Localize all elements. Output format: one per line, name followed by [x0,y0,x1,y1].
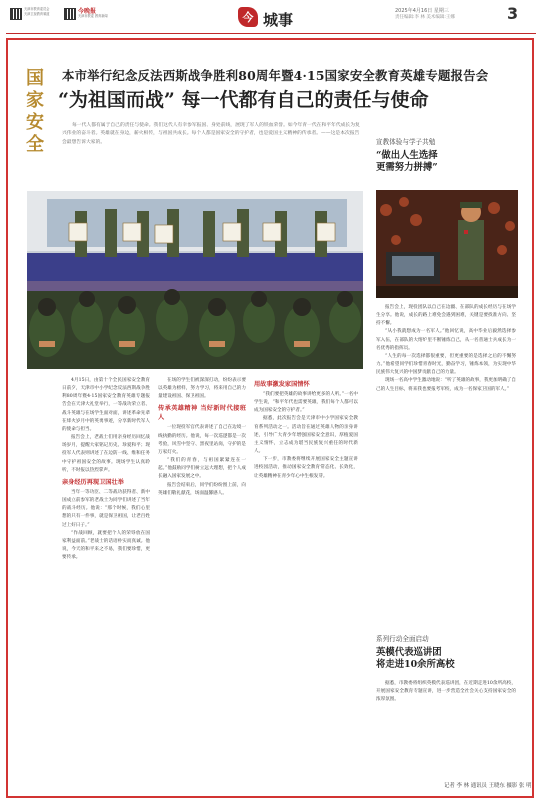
article-paragraph: 在场的学生们被深深打动，纷纷表示要以英雄为榜样，努力学习，将来用自己的力量建设祖国、保卫祖国。 [158,378,246,400]
sidebar-kicker-2: 系列行动全面启动 [376,635,429,643]
sidebar-title-line: “做出人生选择 [376,150,438,161]
qr-code-icon [10,8,22,20]
article-paragraph: 下一步，市教委将继续开展国家安全主题宣讲进校园活动，推动国家安全教育常态化、长效化，让英雄精神在青少年心中生根发芽。 [254,457,358,479]
article-lede: 每一代人都有属于自己的责任与使命。我们这代人有幸参军报国、身处前线，展现了军人的铁血荣誉。如今年青一代在和平年代成长为复兴伟业的奋斗者。英雄就在身边，薪火相传，与祖国共成长。每个人都是国家安全的守护者，也是爱国主义精神的传承者。——这是本次报告会最想告诉大家的。 [62,123,360,145]
masthead-brand: 今晚报 [78,8,97,15]
ceremony-photo [27,191,363,369]
article-paragraph: 当年一等功臣、二等战功获得者、新中国成立前参军的老战士为同学们讲述了当年的战斗经历。他说：“那个时候，我们心里想的只有一件事，就是保卫祖国，让老百姓过上好日子。” [62,489,150,528]
section-title: 城事 [263,11,294,29]
page-number: 3 [507,4,519,23]
masthead-org-1: 天津市教育委员会 [24,7,50,11]
issue-date: 2025年4月16日 星期三 [395,8,449,14]
stamp-char: 国 [26,68,44,89]
sidebar-title-line: 更需努力拼搏” [376,162,438,173]
section-logo-icon: 今 [238,7,258,27]
article-paragraph: “作战回顾，就要把个人的荣辱放在国家利益面前。”老战士的话语朴实而真诚。他说，今天的和平来之不易，我们要珍惜，更要传承。 [62,530,150,561]
article-column-3 [254,377,358,481]
article-column-2 [158,377,246,498]
sidebar-paragraph: 据悉，市教委将组织英模代表巡讲团，在近期走进10余所高校，开展国家安全教育专题宣讲，进一步营造全社会关心支持国家安全的浓厚氛围。 [376,681,516,703]
section-heading: 传承英雄精神 当好新时代接班人 [158,405,246,422]
sidebar-title-line: 英模代表巡讲团 [376,647,442,658]
speaker-photo-image [376,190,518,298]
section-heading: 亲身经历再现卫国壮举 [62,478,124,486]
stamp-char: 安 [26,112,44,133]
article-byline: 记者 李 林 通讯员 王晓东 摄影 张 明 [444,783,532,789]
sidebar-title-line: 将走进10余所高校 [376,659,455,670]
article-column-1 [62,377,150,562]
article-paragraph: 报告会上，老战士们用亲身经历回忆战场岁月，提醒大家铭记历史、珍爱和平；现役军人代表则讲述了在边防一线、维和任务中守护祖国安全的故事。现场学生认真聆听，不时报以热烈掌声。 [62,435,150,473]
sidebar-title [376,150,438,174]
article-paragraph: 4月15日，由第十个全民国家安全教育日前夕，天津市中小学纪念反法西斯战争胜利80周年暨4·15国家安全教育英雄专题报告会在天津大礼堂举行，一等战功荣立者、战斗英雄与在场学生面对面，讲述革命先辈在烽火岁月中的英勇事迹，分享新时代军人的使命与担当。 [62,378,150,432]
article-headline: “为祖国而战” 每一代都有自己的责任与使命 [58,89,429,111]
article-paragraph: “我们的青春，与祖国紧紧连在一起。”他鼓励同学们树立远大理想，把个人成长融入国家发展之中。 [158,458,246,480]
stamp-char: 全 [26,134,44,155]
qr-code-icon [64,8,76,20]
national-security-stamp [20,68,50,156]
sidebar-body-2 [376,680,516,704]
sidebar-paragraph: 现场一名高中学生激动地说：“听了英雄的故事，我更加明确了自己的人生目标，将来我也要报考军校，成为一名保家卫国的军人。” [376,378,516,392]
masthead-brand-sub: 天津市教委 教育新闻 [78,14,108,18]
masthead-rule [6,33,536,34]
sidebar-paragraph: “人生的每一次选择都很重要，但更重要的是选择之后的不懈努力。”他希望同学们珍惜青春时光，勤奋学习，锤炼本领，为实现中华民族伟大复兴的中国梦贡献自己的力量。 [376,353,516,376]
section-heading: 用故事激发家国情怀 [254,381,310,388]
article-subheadline: 本市举行纪念反法西斯战争胜利80周年暨4·15国家安全教育英雄专题报告会 [62,68,489,83]
speaker-photo [376,190,518,298]
article-paragraph: 一位现役军官代表讲述了自己在边境一线执勤的经历。他说，每一次巡逻都是一次考验，风雪中坚守、黑夜里站岗，守护的是万家灯火。 [158,425,246,455]
article-paragraph: “我们要把英雄的故事讲给更多的人听。”一名中学生说，“和平年代也需要英雄，我们每个人都可以成为国家安全的守护者。” [254,392,358,414]
article-paragraph: 据悉，此次报告会是天津市中小学国家安全教育系列活动之一。活动旨在通过英雄人物的亲身讲述，引导广大青少年增强国家安全意识，厚植爱国主义情怀，立志成为堪当民族复兴重任的时代新人。 [254,416,358,455]
sidebar-title-2 [376,647,455,671]
article-paragraph: 报告会结束后，同学们纷纷围上前，向英雄们敬礼献花，场面温馨感人。 [158,482,246,496]
masthead-org-2: 天津卫视教育频道 [24,12,50,16]
editor-credits: 责任编辑:李 林 美术编辑:王娜 [395,15,455,20]
stamp-char: 家 [26,90,44,111]
sidebar-body [376,304,516,394]
ceremony-photo-image [27,191,363,369]
sidebar-paragraph: “从小我就想成为一名军人。”他回忆说，高中毕业后毅然选择参军入伍，在部队的大熔炉里不断锤炼自己，从一名普通士兵成长为一名优秀的指挥员。 [376,329,516,351]
sidebar-paragraph: 报告会上，现役团队以自己在边疆、在部队的成长经历与在场学生分享。他说，成长的路上难免会遇到困难，关键是要找准方向、坚持不懈。 [376,305,516,327]
sidebar-kicker: 宣教体验与学子共勉 [376,138,436,146]
